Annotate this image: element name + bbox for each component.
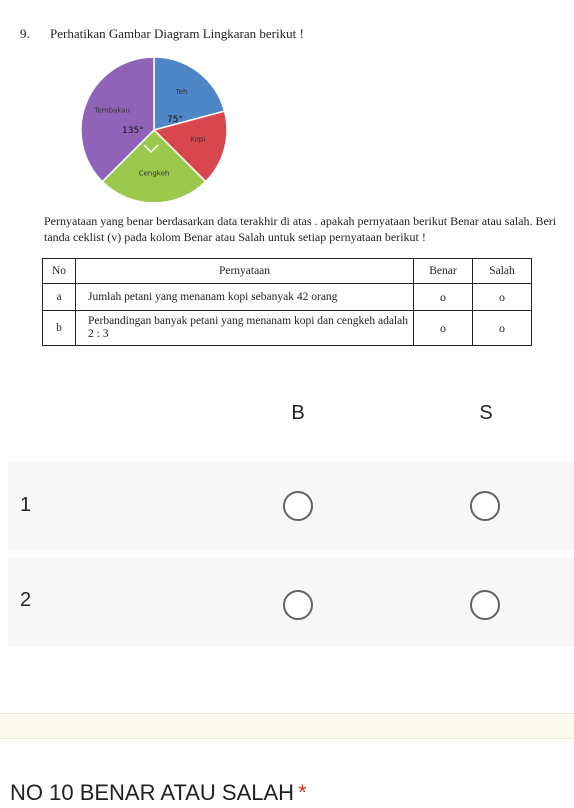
next-question-text: NO 10 BENAR ATAU SALAH (10, 780, 295, 805)
row-benar-mark: o (414, 311, 473, 346)
question-header (20, 26, 304, 42)
pie-label-tembakau: Tembakau (94, 106, 130, 115)
pie-chart (70, 42, 240, 202)
table-row (43, 284, 532, 311)
header-benar: Benar (414, 259, 473, 284)
question-statement: Pernyataan yang benar berdasarkan data terakhir di atas . apakah pernyataan berikut Benar atau salah. Beri tanda ceklist (v) pada kolom Benar atau Salah untuk setiap pernyataan berikut ! (44, 214, 557, 244)
radio-row2-b[interactable] (283, 590, 313, 620)
column-header-s: S (479, 402, 493, 424)
radio-row1-s[interactable] (470, 491, 500, 521)
question-number: 9. (20, 26, 30, 41)
angle-label-135: 135° (122, 126, 144, 136)
statement-table (42, 258, 532, 346)
next-question-title (10, 780, 307, 806)
grid-row-2 (8, 557, 574, 647)
angle-label-75: 75° (167, 115, 183, 125)
row-no: b (43, 311, 76, 346)
row-benar-mark: o (414, 284, 473, 311)
grid-row-label: 2 (20, 589, 32, 611)
grid-row-1 (8, 461, 574, 549)
row-statement: Jumlah petani yang menanam kopi sebanyak 42 orang (76, 284, 414, 311)
header-no: No (43, 259, 76, 284)
row-no: a (43, 284, 76, 311)
pie-label-teh: Teh (175, 88, 188, 97)
table-row (43, 311, 532, 346)
question-title: Perhatikan Gambar Diagram Lingkaran berikut ! (50, 26, 304, 41)
radio-row1-b[interactable] (283, 491, 313, 521)
pie-label-kopi: Kopi (190, 135, 206, 144)
grid-row-label: 1 (20, 494, 32, 516)
section-divider (0, 713, 574, 739)
radio-row2-s[interactable] (470, 590, 500, 620)
row-salah-mark: o (473, 311, 532, 346)
column-header-b: B (291, 402, 305, 424)
row-statement: Perbandingan banyak petani yang menanam kopi dan cengkeh adalah 2 : 3 (76, 311, 414, 346)
header-salah: Salah (473, 259, 532, 284)
required-mark: * (298, 780, 307, 805)
table-header-row (43, 259, 532, 284)
pie-label-cengkeh: Cengkeh (138, 169, 170, 178)
row-salah-mark: o (473, 284, 532, 311)
header-statement: Pernyataan (76, 259, 414, 284)
